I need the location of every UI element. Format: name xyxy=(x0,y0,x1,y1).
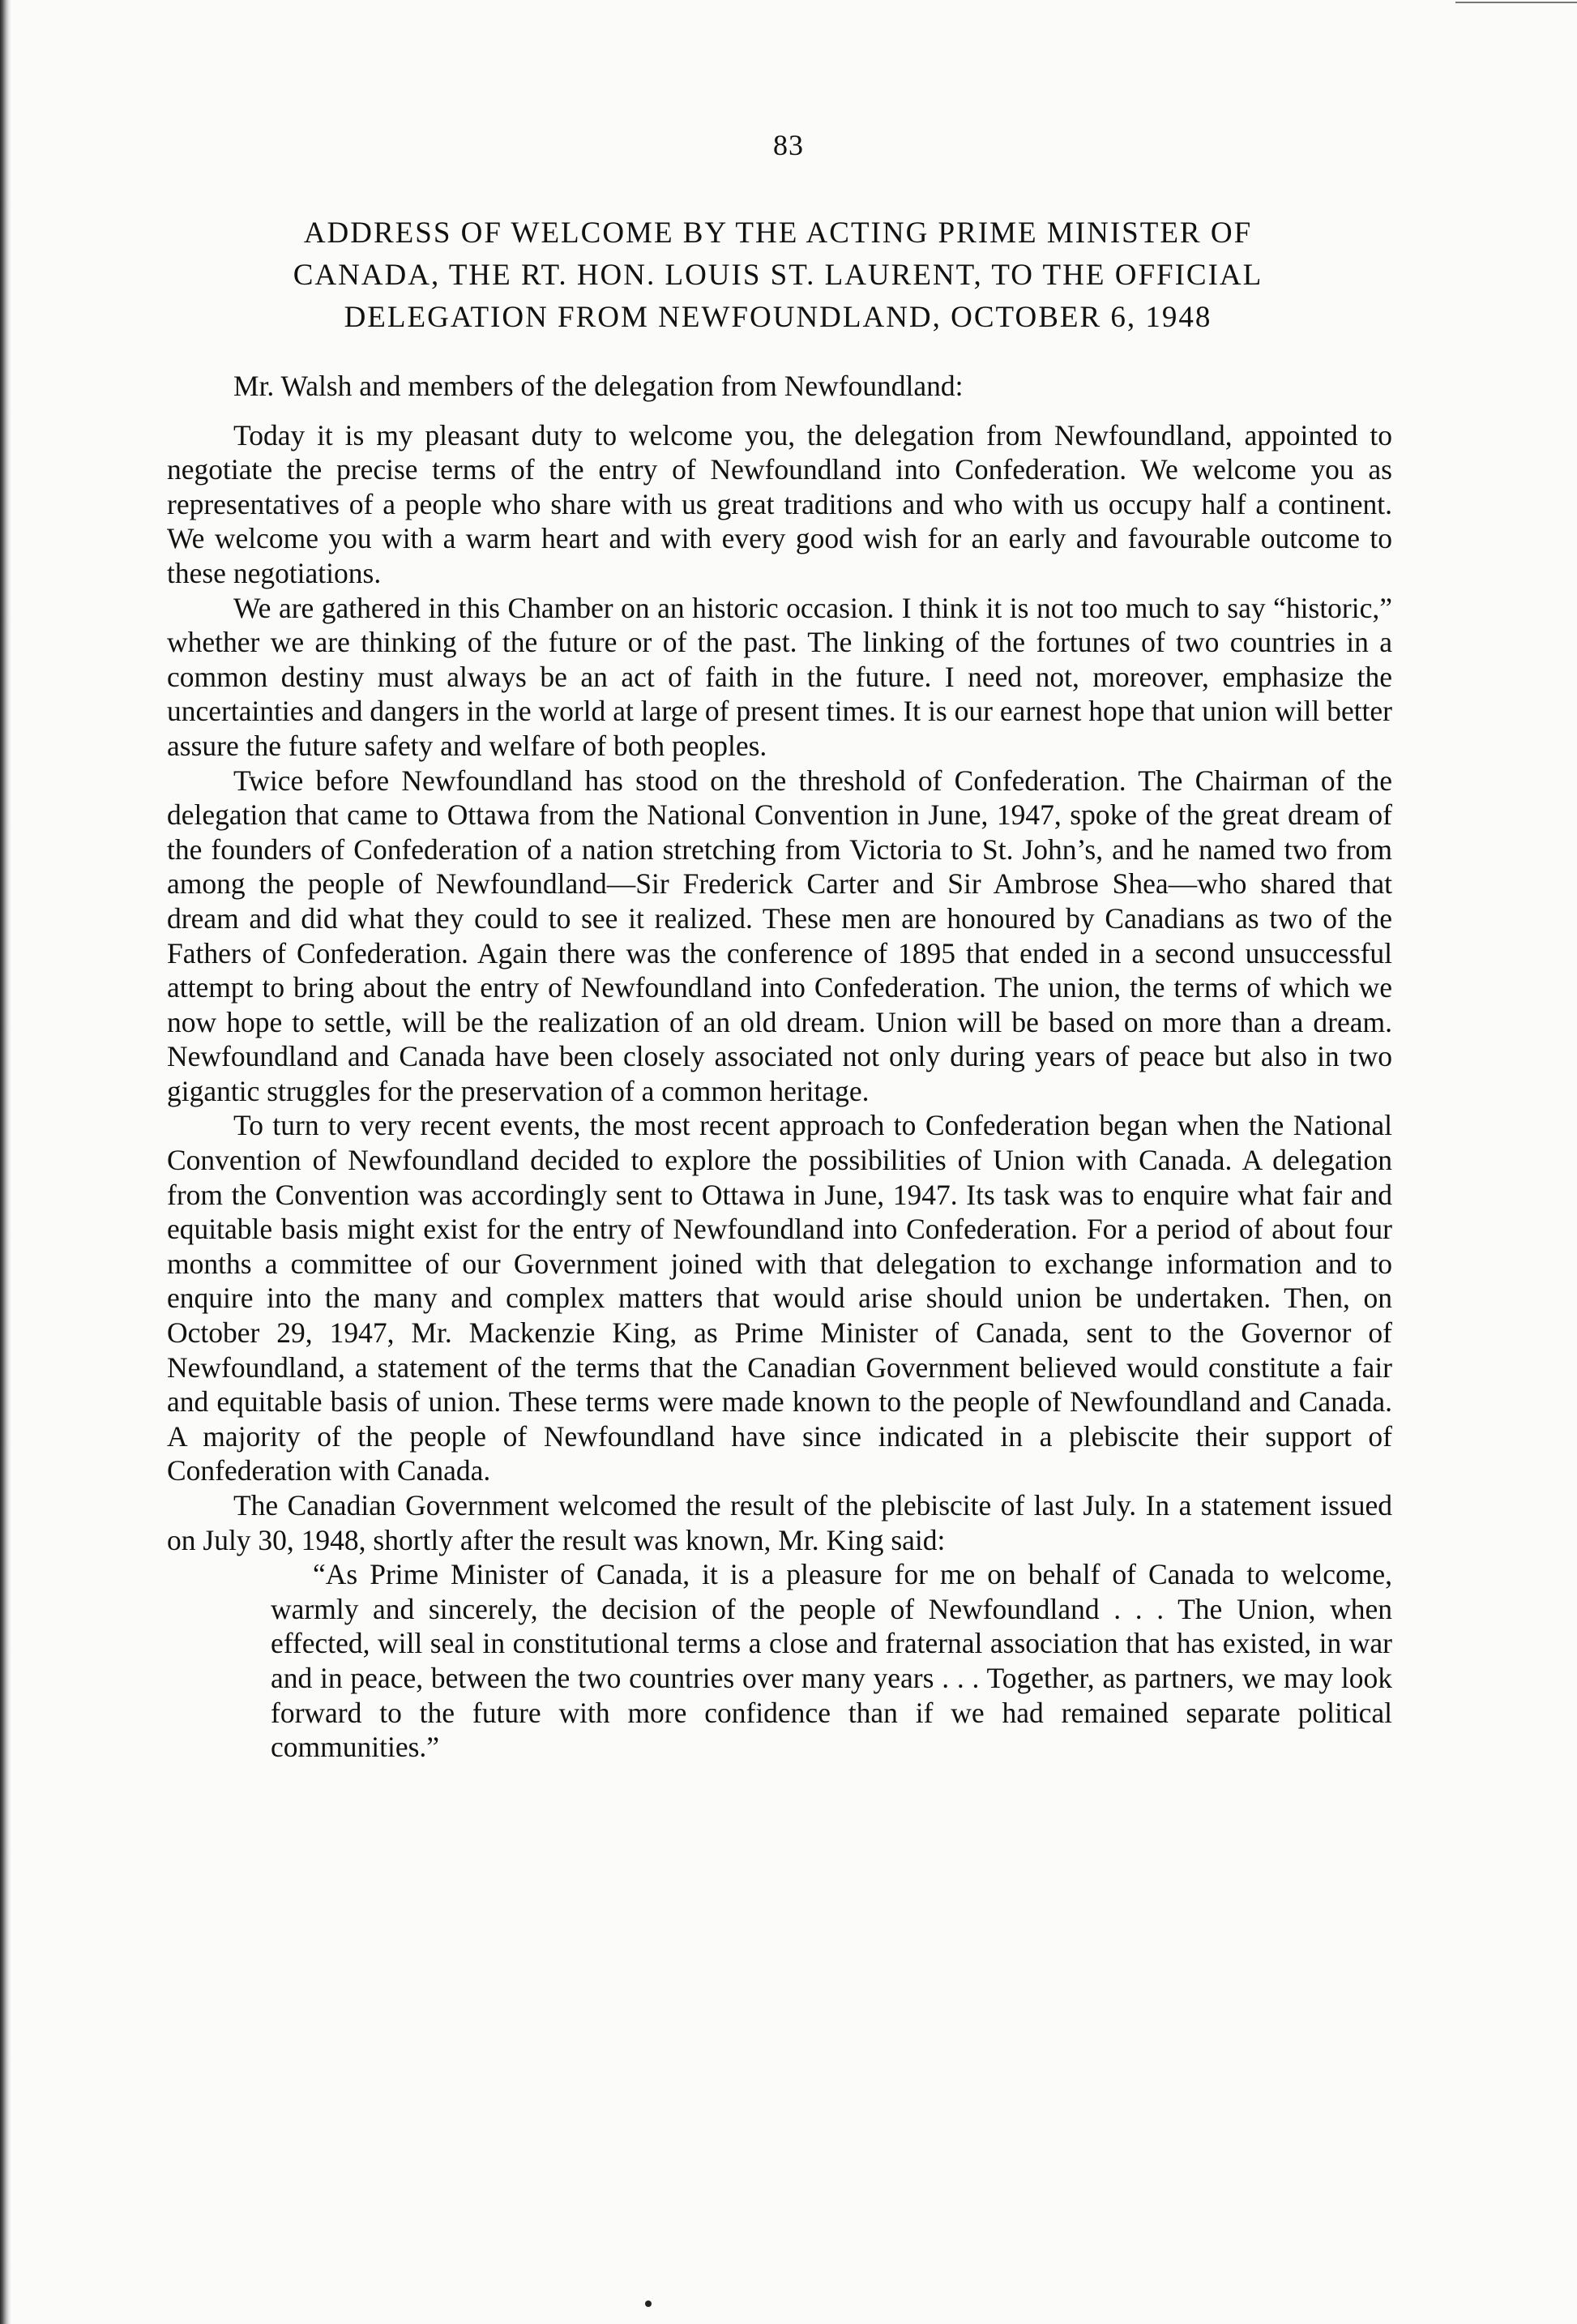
quote-text: “As Prime Minister of Canada, it is a pleasure for me on behalf of Canada to welcome, warmly and sincerely, the decision of the people of Newfoundland . . . The Union, when effected, will seal in constitutional terms a close and fraternal association that has existed, in war and in peace, between the two countries over many years . . . Together, as partners, we may look forward to the future with more confidence than if we had remained separate political communities.” xyxy=(271,1558,1392,1764)
title-line-2: CANADA, THE RT. HON. LOUIS ST. LAURENT, TO THE OFFICIAL xyxy=(293,259,1263,292)
salutation: Mr. Walsh and members of the delegation from Newfoundland: xyxy=(233,370,964,402)
block-quote xyxy=(271,1557,1392,1765)
paragraph: Today it is my pleasant duty to welcome you, the delegation from Newfoundland, appointed to negotiate the precise terms of the entry of Newfoundland into Confederation. We welcome you as representatives of a people who share with us great traditions and who with us occupy half a continent. We welcome you with a warm heart and with every good wish for an early and favourable outcome to these negotiations. xyxy=(167,418,1392,589)
document-body xyxy=(167,369,1392,1765)
scan-artifact-line xyxy=(1455,2,1577,3)
paragraph: Twice before Newfoundland has stood on the threshold of Confederation. The Chairman of the delegation that came to Ottawa from the National Convention in June, 1947, spoke of the great dream of the founders of Confederation of a nation stretching from Victoria to St. John’s, and he named two from among the people of Newfoundland—Sir Frederick Carter and Sir Ambrose Shea—who shared that dream and did what they could to see it realized. These men are honoured by Canadians as two of the Fathers of Confederation. Again there was the conference of 1895 that ended in a second unsuccessful attempt to bring about the entry of Newfoundland into Confederation. The union, the terms of which we now hope to settle, will be the realization of an old dream. Union will be based on more than a dream. Newfoundland and Canada have been closely associated not only during years of peace but also in two gigantic struggles for the preservation of a common heritage. xyxy=(167,764,1392,1107)
paragraph: We are gathered in this Chamber on an historic occasion. I think it is not too much to say “historic,” whether we are thinking of the future or of the past. The linking of the fortunes of two countries in a common destiny must always be an act of faith in the future. I need not, moreover, emphasize the uncertainties and dangers in the world at large of present times. It is our earnest hope that union will better assure the future safety and welfare of both peoples. xyxy=(167,591,1392,762)
document-title xyxy=(154,212,1402,339)
scanned-page-edge xyxy=(0,0,11,2324)
page-mark xyxy=(645,2300,652,2307)
paragraph: The Canadian Government welcomed the result of the plebiscite of last July. In a statement issued on July 30, 1948, shortly after the result was known, Mr. King said: xyxy=(167,1489,1392,1556)
title-line-1: ADDRESS OF WELCOME BY THE ACTING PRIME MINISTER OF xyxy=(303,216,1253,250)
paragraph: To turn to very recent events, the most recent approach to Confederation began when the National Convention of Newfoundland decided to explore the possibilities of Union with Canada. A delegation from the Convention was accordingly sent to Ottawa in June, 1947. Its task was to enquire what fair and equitable basis might exist for the entry of Newfoundland into Confederation. For a period of about four months a committee of our Government joined with that delegation to exchange information and to enquire into the many and complex matters that would arise should union be undertaken. Then, on October 29, 1947, Mr. Mackenzie King, as Prime Minister of Canada, sent to the Governor of Newfoundland, a statement of the terms that the Canadian Government believed would constitute a fair and equitable basis of union. These terms were made known to the people of Newfoundland and Canada. A majority of the people of Newfoundland have since indicated in a plebiscite their support of Confederation with Canada. xyxy=(167,1109,1392,1487)
page-number: 83 xyxy=(773,129,804,161)
title-line-3: DELEGATION FROM NEWFOUNDLAND, OCTOBER 6, 1948 xyxy=(344,301,1212,334)
